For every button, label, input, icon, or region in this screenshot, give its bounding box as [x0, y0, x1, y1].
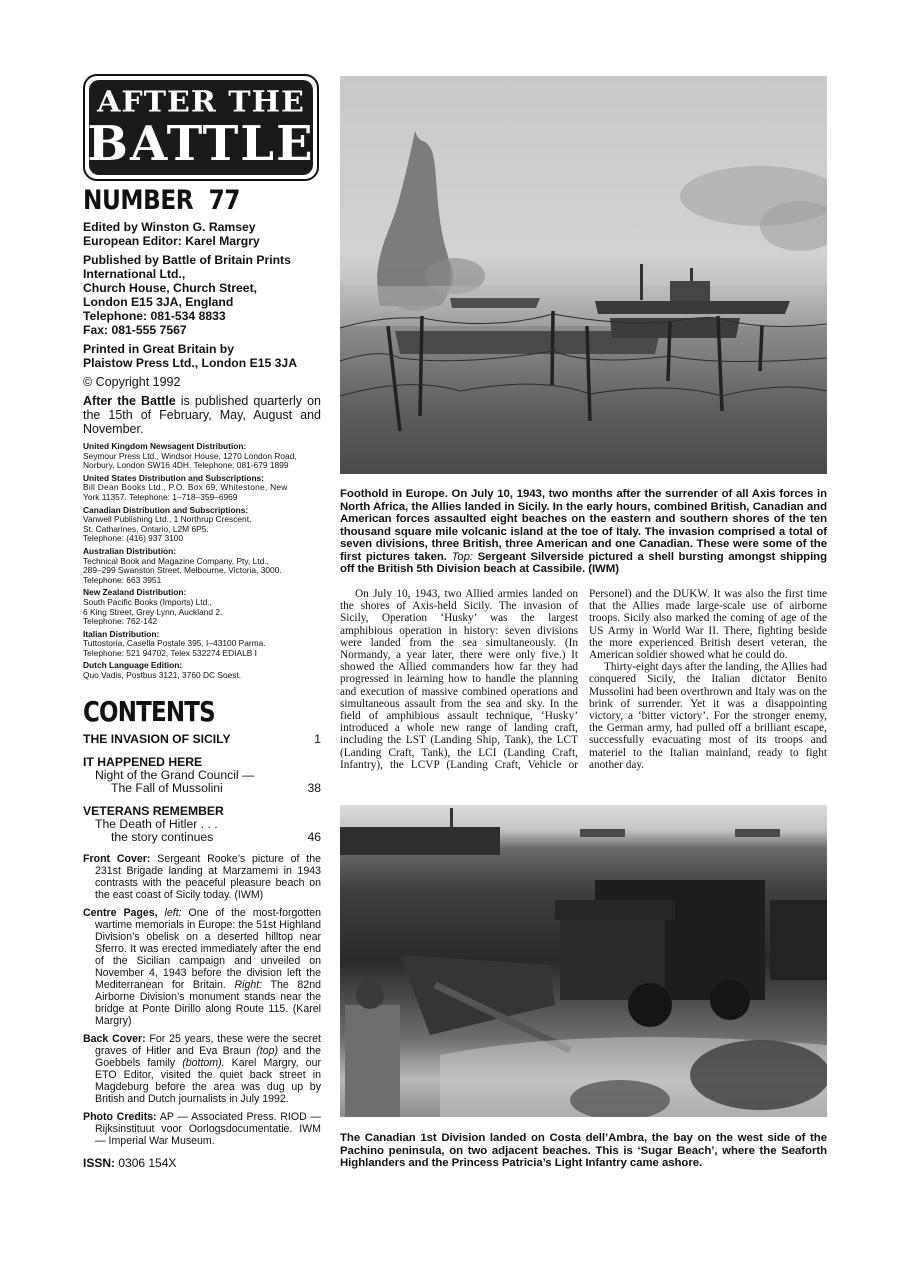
- caption-text: Foothold in Europe. On July 10, 1943, two months after the surrender of all Axis forces in North Africa, the Allies landed in Sicily. In the early hours, combined British, Canadian and American forces assaulted eight beaches on the eastern and southern shores of the ten thousand square mile volcanic island at the toe of Italy. The invasion comprised a total of seven divisions, three British, three American and one Canadian. These were some of the first pictures taken.: [340, 488, 827, 563]
- distribution-line: Bill Dean Books Ltd., P.O. Box 69, Whitestone, New: [83, 482, 288, 493]
- distribution-line: Vanwell Publishing Ltd., 1 Northrup Crescent,: [83, 514, 252, 525]
- distribution-new-zealand: [83, 588, 321, 626]
- distribution-uk: [83, 442, 321, 471]
- toc-entry-invasion-of-sicily[interactable]: [83, 732, 321, 746]
- editors: [83, 220, 321, 248]
- front-cover-note: [83, 853, 321, 901]
- issn-value: 0306 154X: [115, 1156, 177, 1170]
- publisher-line: Published by Battle of Britain Prints: [83, 253, 291, 267]
- distribution-line: Telephone: 762-142: [83, 616, 158, 627]
- publisher-line: Fax: 081-555 7567: [83, 323, 187, 337]
- distribution-heading: Italian Distribution:: [83, 628, 160, 639]
- printer: [83, 342, 321, 370]
- article-paragraph: Thirty-eight days after the landing, the Allies had conquered Sicily, the Italian dictator Benito Mussolini had been overthrown and Italy was on the brink of surrender. Yet it was a disappointing victory, a ‘bitter victory’. For the stronger enemy, the German army, had pulled off a brilliant escape, successfully evacuating most of its troops and materiel to the Italian mainland, ready to fight another day.: [589, 661, 827, 771]
- note-text: For 25 years, these were the secret graves of Hitler and Eva Braun: [95, 1032, 322, 1057]
- toc-heading: THE INVASION OF SICILY: [83, 731, 231, 746]
- cover-notes: [83, 853, 321, 1147]
- note-text: Sergeant Rooke’s picture of the 231st Brigade landing at Marzamemi in 1943 contrasts with the peaceful pleasure beach on the east coast of Sicily today. (IWM): [95, 852, 322, 901]
- back-cover-note: [83, 1033, 321, 1105]
- distribution-line: Quo Vadis, Postbus 3121, 3760 DC Soest.: [83, 670, 242, 681]
- printer-line: Printed in Great Britain by: [83, 342, 235, 356]
- logo-text-line1: AFTER THE: [97, 85, 305, 119]
- toc-row: [83, 831, 321, 844]
- note-label: Centre Pages,: [83, 906, 158, 919]
- distribution-canada: [83, 506, 321, 544]
- issn-label: ISSN:: [83, 1156, 116, 1170]
- toc-subtitle: the story continues: [111, 829, 214, 844]
- distribution-italy: [83, 630, 321, 659]
- distribution-line: Telephone: 521 94702, Telex 532274 EDIALB I: [83, 647, 257, 658]
- logo-plate: [89, 80, 313, 175]
- toc-heading: IT HAPPENED HERE: [83, 754, 203, 769]
- note-italic: (top): [256, 1044, 279, 1057]
- distribution-line: 6 King Street, Grey Lynn, Auckland 2.: [83, 606, 223, 617]
- distribution-line: Seymour Press Ltd., Windsor House, 1270 London Road,: [83, 450, 297, 461]
- publisher: [83, 253, 321, 337]
- table-of-contents: [83, 732, 321, 844]
- distribution-australia: [83, 547, 321, 585]
- photo-shell-burst: [340, 76, 827, 474]
- toc-page-number: 46: [307, 829, 321, 844]
- distribution-heading: Australian Distribution:: [83, 545, 177, 556]
- caption-text: Sergeant Silverside pictured a shell bursting amongst shipping off the British 5th Division beach at Cassibile. (IWM): [340, 550, 828, 575]
- publication-schedule: [83, 394, 321, 436]
- toc-page-number: 1: [314, 731, 321, 746]
- distribution-heading: United States Distribution and Subscriptions:: [83, 472, 265, 483]
- distribution-line: Tuttostoria, Casella Postale 395, I–43100 Parma.: [83, 638, 266, 649]
- distribution-line: South Pacific Books (Imports) Ltd.,: [83, 596, 212, 607]
- distribution-line: Technical Book and Magazine Company, Pty, Ltd.,: [83, 555, 269, 566]
- distribution-line: 289–299 Swanston Street, Melbourne, Victoria, 3000.: [83, 565, 282, 576]
- note-label: Photo Credits:: [83, 1110, 157, 1123]
- note-text: AP — Associated Press. RIOD — Rijksinstituut voor Oorlogsdocumentatie. IWM — Imperial War Museum.: [95, 1110, 321, 1147]
- centre-pages-note: [83, 907, 321, 1027]
- photo-illustration: [340, 805, 827, 1117]
- publisher-line: Church House, Church Street,: [83, 281, 258, 295]
- copyright-notice: © Copyright 1992: [83, 375, 181, 389]
- magazine-logo: [83, 74, 319, 181]
- photo-credits-note: [83, 1111, 321, 1147]
- distribution-heading: New Zealand Distribution:: [83, 587, 187, 598]
- toc-page-number: 38: [307, 780, 321, 795]
- note-label-italic: Right:: [234, 978, 263, 991]
- distribution-line: Telephone: (416) 937 3100: [83, 533, 184, 544]
- toc-row: [83, 732, 321, 746]
- note-text: One of the most-forgotten wartime memorials in Europe: the 51st Highland Division’s obelisk on a deserted hilltop near Sferro. It was erected immediately after the end of the Sicilian campaign and unveiled on November 4, 1943 before the division left the Mediterranean for Britain.: [95, 906, 321, 991]
- toc-entry-veterans-remember[interactable]: [83, 804, 321, 844]
- publication-note: is published quarterly on the 15th of February, May, August and November.: [83, 394, 321, 436]
- note-label: Front Cover:: [83, 852, 151, 865]
- note-italic: (bottom).: [182, 1056, 225, 1069]
- distribution-line: York 11357. Telephone: 1–718–359–6969: [83, 491, 238, 502]
- issue-number: NUMBER 77: [83, 185, 241, 216]
- note-label: Back Cover:: [83, 1032, 146, 1045]
- toc-row: [83, 782, 321, 795]
- distribution-heading: Dutch Language Edition:: [83, 660, 183, 671]
- issn: [83, 1156, 176, 1170]
- toc-subtitle: The Death of Hitler . . .: [95, 816, 218, 831]
- photo-illustration: [340, 76, 827, 474]
- publication-title: After the Battle: [83, 394, 176, 408]
- article-body: [340, 588, 827, 771]
- publisher-line: Telephone: 081-534 8833: [83, 309, 226, 323]
- caption-italic-label: Top:: [451, 550, 474, 563]
- distribution-line: Telephone: 663 3951: [83, 574, 162, 585]
- toc-heading: VETERANS REMEMBER: [83, 803, 224, 818]
- toc-entry-it-happened-here[interactable]: [83, 755, 321, 795]
- logo-text-line2: BATTLE: [87, 115, 315, 172]
- note-text: The 82nd Airborne Division’s monument stands near the bridge at Ponte Dirillo along Route 115. (Karel Margry): [95, 978, 321, 1027]
- publisher-line: London E15 3JA, England: [83, 295, 234, 309]
- distribution-us: [83, 474, 321, 503]
- distribution-heading: United Kingdom Newsagent Distribution:: [83, 441, 247, 451]
- distribution-line: Norbury, London SW16 4DH. Telephone: 081-679 1899: [83, 460, 289, 471]
- photo-sugar-beach: [340, 805, 827, 1117]
- masthead-column: [83, 74, 321, 1153]
- article-paragraph: On July 10, 1943, two Allied armies landed on the shores of Axis-held Sicily. The invasion of Sicily, Operation ‘Husky’ was the largest amphibious operation in history: seven divisions were landed from the sea simultaneously. (In Normandy, a year later, there were only five.) It showed the Allied commanders how far they had progressed in learning how to handle the planning and execution of massive combined operations and simultaneous assault from the sea and sky. In the field of amphibious assault technique, ‘Husky’ introduced a whole new range of landing craft, including the LST (Landing Ship, Tank), the LCT (Landing Craft, Tank), the LCI (Landing Craft, Infantry), the LCVP (Landing Craft, Vehicle or Personel) and the DUKW. It was also the first time that the Allies made large-scale use of airborne troops. Sicily also marked the coming of age of the US Army in World War II. There, fighting beside the more experienced British desert veteran, the American soldier showed what he could do.: [340, 588, 827, 771]
- contents-title: CONTENTS: [83, 694, 215, 728]
- toc-subtitle: The Fall of Mussolini: [111, 780, 223, 795]
- printer-line: Plaistow Press Ltd., London E15 3JA: [83, 356, 298, 370]
- note-label-italic: left:: [164, 906, 182, 919]
- toc-subtitle: Night of the Grand Council —: [95, 767, 255, 782]
- editor-line: European Editor: Karel Margry: [83, 234, 260, 248]
- caption-bottom-photo: The Canadian 1st Division landed on Costa dell’Ambra, the bay on the west side of the Pachino peninsula, on two adjacent beaches. This is ‘Sugar Beach’, where the Seaforth Highlanders and the Princess Patricia’s Light Infantry came ashore.: [340, 1132, 827, 1169]
- distribution-heading: Canadian Distribution and Subscriptions:: [83, 504, 249, 515]
- distribution-line: St. Catharines, Ontario, L2M 6P5.: [83, 523, 209, 534]
- imprint: [83, 220, 321, 370]
- editor-line: Edited by Winston G. Ramsey: [83, 220, 256, 234]
- note-text: Karel Margry, our ETO Editor, visited the quiet back street in Magdeburg before the area was dug up by British and Dutch journalists in July 1992.: [95, 1056, 321, 1105]
- caption-top-photo: [340, 488, 827, 576]
- publisher-line: International Ltd.,: [83, 267, 186, 281]
- note-text: and the Goebbels family: [95, 1044, 321, 1069]
- distribution-dutch: [83, 661, 321, 680]
